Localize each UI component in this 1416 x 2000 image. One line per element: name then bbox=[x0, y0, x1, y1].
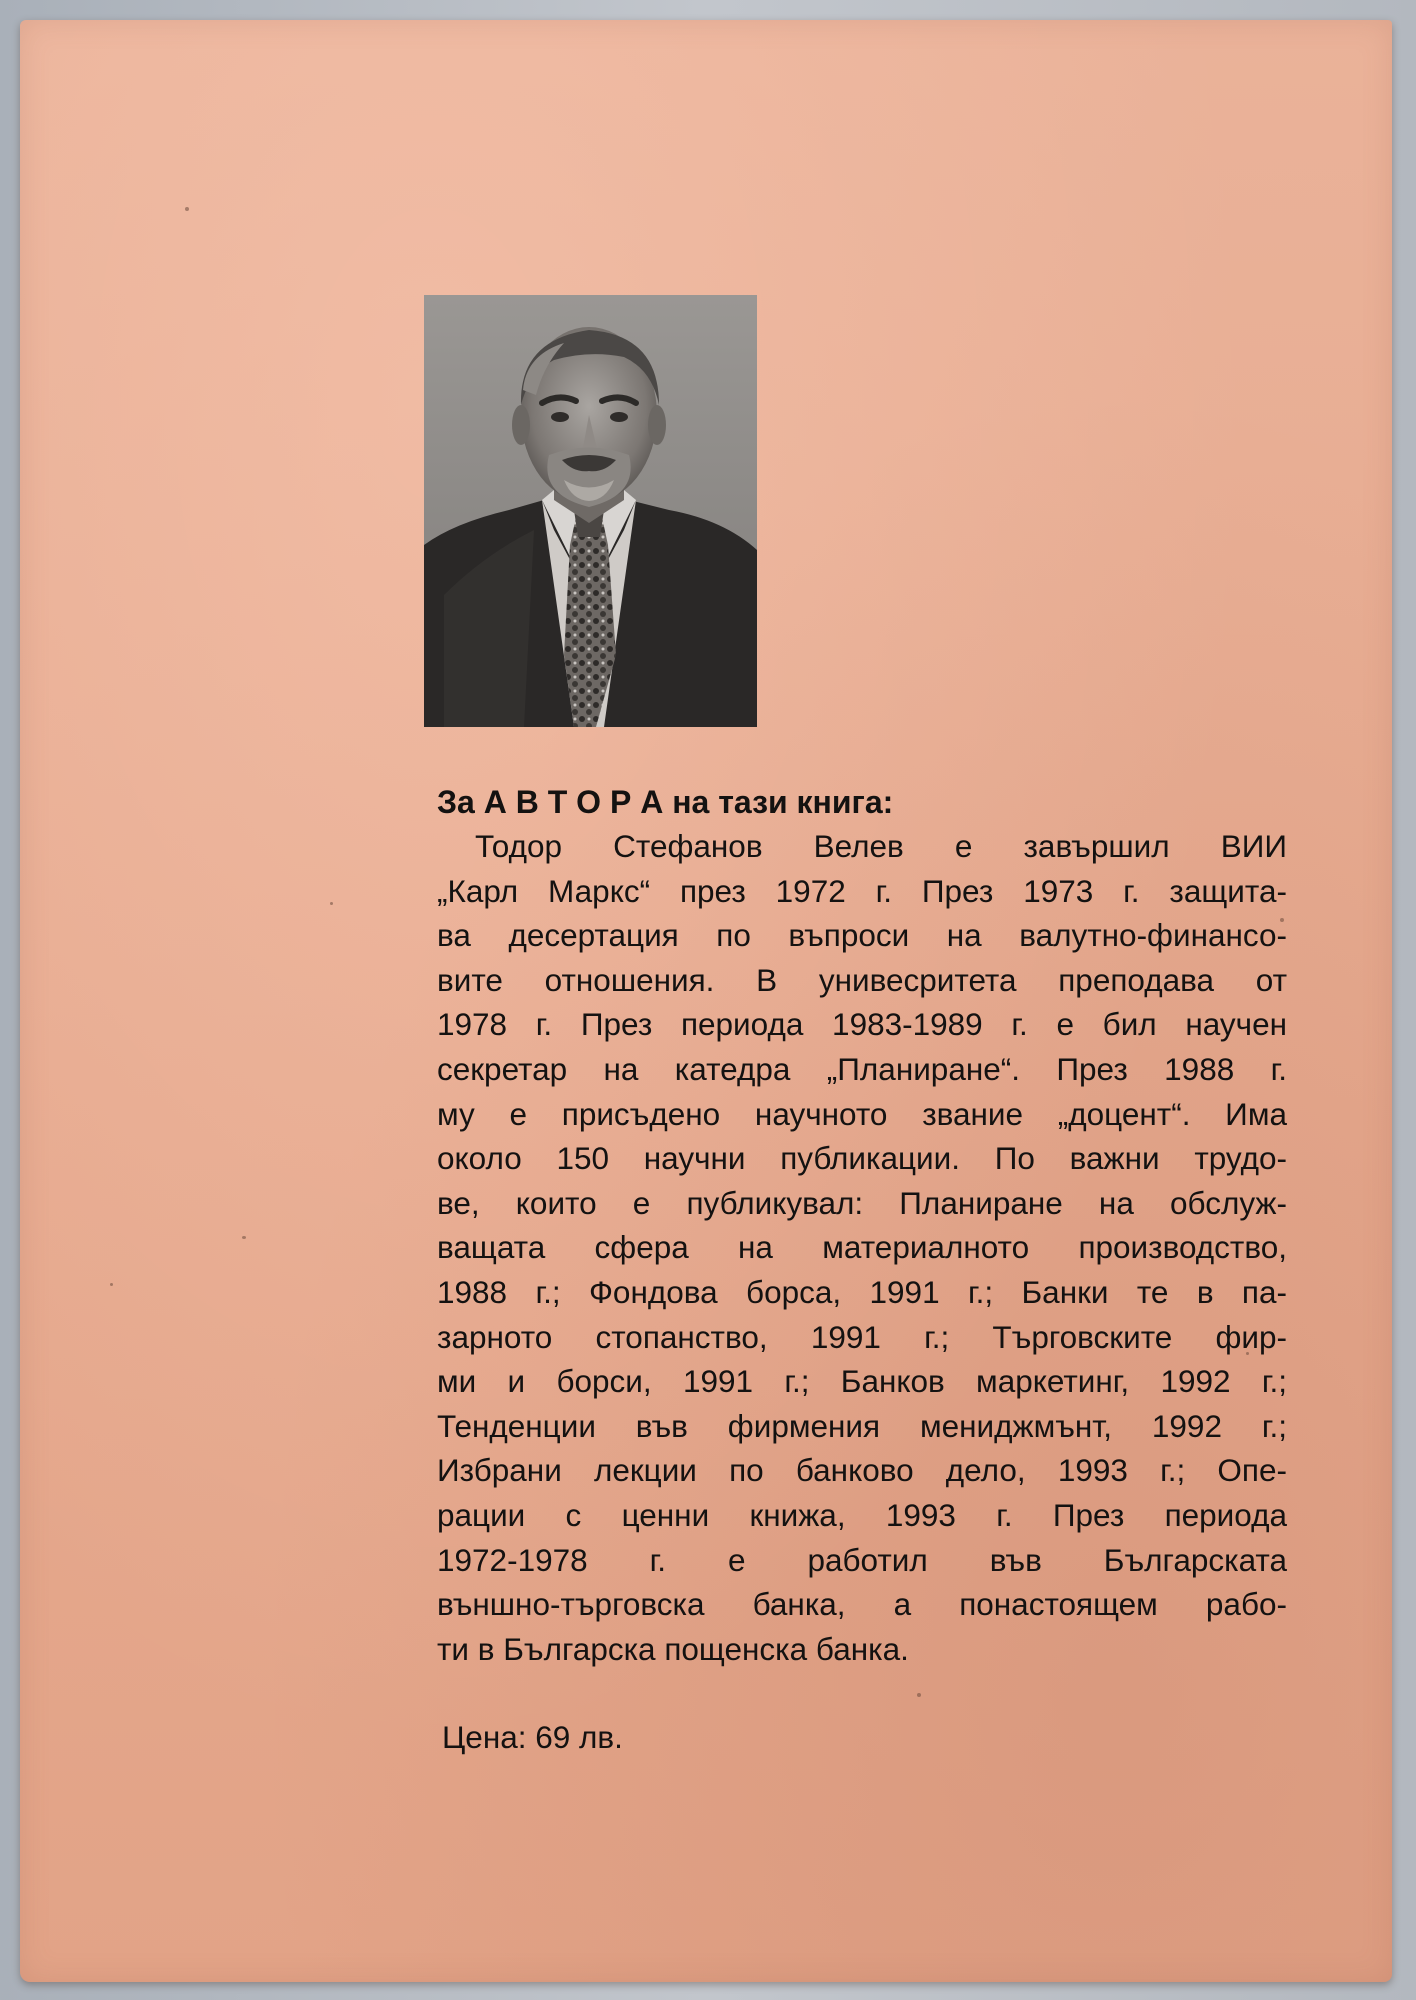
bio-line: секретар на катедра „Планиране“. През 1988 г. bbox=[437, 1050, 1287, 1087]
bio-line: ве, които е публикувал: Планиране на обслуж- bbox=[437, 1184, 1287, 1221]
bio-line: рации с ценни книжа, 1993 г. През периода bbox=[437, 1496, 1287, 1533]
bio-line: ва десертация по въпроси на валутно-финансо- bbox=[437, 917, 1287, 954]
price-value: 69 лв. bbox=[535, 1719, 623, 1755]
price-line bbox=[442, 1715, 623, 1759]
paper-speck bbox=[110, 1283, 113, 1286]
bio-line: около 150 научни публикации. По важни трудо- bbox=[437, 1140, 1287, 1177]
author-portrait-illustration bbox=[424, 295, 757, 727]
bio-line: зарното стопанство, 1991 г.; Търговските фир- bbox=[437, 1318, 1287, 1355]
bio-line: 1988 г.; Фондова борса, 1991 г.; Банки те в па- bbox=[437, 1273, 1287, 1310]
bio-line: ти в Българска пощенска банка. bbox=[437, 1630, 909, 1667]
author-biography bbox=[437, 824, 1287, 1671]
paper-speck bbox=[185, 207, 189, 211]
author-photo bbox=[424, 295, 757, 727]
bio-line: вите отношения. В унивесритета преподава от bbox=[437, 961, 1287, 998]
bio-line: външно-търговска банка, а понастоящем рабо- bbox=[437, 1586, 1287, 1623]
bio-line: 1978 г. През периода 1983-1989 г. е бил научен bbox=[437, 1006, 1287, 1043]
bio-line: Тодор Стефанов Велев е завършил ВИИ bbox=[475, 828, 1287, 864]
bio-line: ми и борси, 1991 г.; Банков маркетинг, 1992 г.; bbox=[437, 1363, 1287, 1400]
paper-speck bbox=[242, 1236, 246, 1239]
paper-speck bbox=[330, 902, 333, 905]
bio-line: 1972-1978 г. е работил във Българската bbox=[437, 1541, 1287, 1578]
about-author-heading: За А В Т О Р А на тази книга: bbox=[437, 784, 894, 820]
bio-line: му е присъдено научното звание „доцент“. Има bbox=[437, 1095, 1287, 1132]
bio-line: Избрани лекции по банково дело, 1993 г.; Опе- bbox=[437, 1452, 1287, 1489]
bio-line: „Карл Маркс“ през 1972 г. През 1973 г. защита- bbox=[437, 872, 1287, 909]
about-author-section bbox=[437, 780, 1287, 1671]
bio-line: ващата сфера на материалното производство, bbox=[437, 1229, 1287, 1266]
bio-line: Тенденции във фирмения мениджмънт, 1992 г.; bbox=[437, 1407, 1287, 1444]
price-label: Цена: bbox=[442, 1719, 527, 1755]
paper-speck bbox=[917, 1693, 921, 1697]
